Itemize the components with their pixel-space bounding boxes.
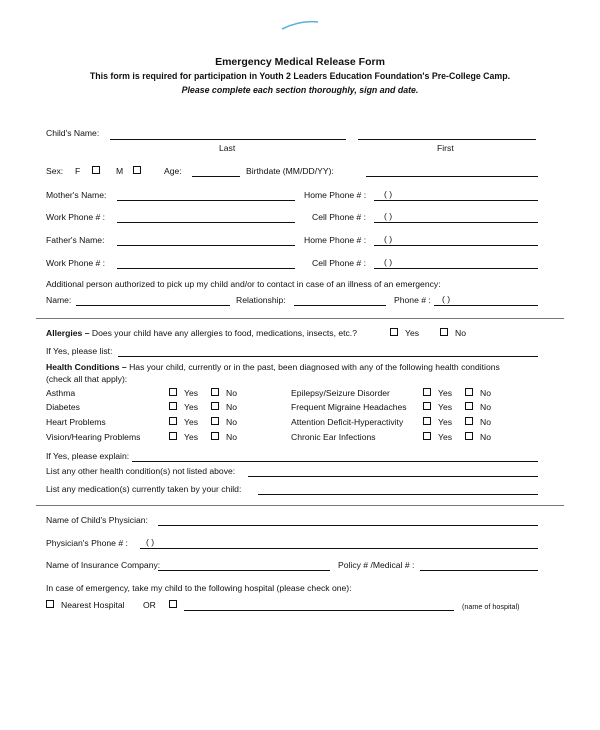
allergies-no-checkbox[interactable] xyxy=(440,328,448,336)
form-instruction: Please complete each section thoroughly, sign and date. xyxy=(181,85,419,95)
medications-label: List any medication(s) currently taken by your child: xyxy=(46,484,242,494)
health-explain-field[interactable] xyxy=(132,461,538,462)
age-field[interactable] xyxy=(192,176,240,177)
additional-name-field[interactable] xyxy=(76,305,230,306)
condition-label: Vision/Hearing Problems xyxy=(46,432,141,442)
medications-field[interactable] xyxy=(258,494,538,495)
condition-yes-label: Yes xyxy=(184,432,199,442)
condition-yes-label: Yes xyxy=(184,402,199,412)
female-checkbox[interactable] xyxy=(92,166,100,174)
childs-first-name-field[interactable] xyxy=(358,139,536,140)
condition-yes-checkbox[interactable] xyxy=(423,388,431,396)
mother-home-phone-label: Home Phone # : xyxy=(304,190,367,200)
allergies-no-label: No xyxy=(455,328,466,338)
condition-label: Heart Problems xyxy=(46,417,106,427)
health-bold-label: Health Conditions – xyxy=(46,362,127,372)
childs-last-name-field[interactable] xyxy=(110,139,346,140)
logo-swoosh-icon xyxy=(280,18,320,32)
physician-name-field[interactable] xyxy=(158,525,538,526)
condition-yes-label: Yes xyxy=(184,417,199,427)
hospital-name-field[interactable] xyxy=(184,610,454,611)
additional-phone-paren: ( ) xyxy=(442,294,451,304)
allergies-bold-label: Allergies – xyxy=(46,328,90,338)
additional-name-label: Name: xyxy=(46,295,72,305)
condition-no-checkbox[interactable] xyxy=(211,388,219,396)
physician-name-label: Name of Child's Physician: xyxy=(46,515,148,525)
condition-no-label: No xyxy=(226,432,237,442)
mothers-name-label: Mother's Name: xyxy=(46,190,107,200)
condition-no-label: No xyxy=(226,388,237,398)
male-label: M xyxy=(116,166,124,176)
father-cell-phone-paren: ( ) xyxy=(384,257,393,267)
condition-yes-checkbox[interactable] xyxy=(423,417,431,425)
condition-no-label: No xyxy=(480,402,491,412)
condition-yes-label: Yes xyxy=(438,432,453,442)
fathers-name-field[interactable] xyxy=(117,245,295,246)
birthdate-label: Birthdate (MM/DD/YY): xyxy=(246,166,334,176)
policy-label: Policy # /Medical # : xyxy=(338,560,415,570)
allergies-list-field[interactable] xyxy=(118,356,538,357)
other-conditions-field[interactable] xyxy=(248,476,538,477)
condition-no-checkbox[interactable] xyxy=(465,432,473,440)
condition-no-checkbox[interactable] xyxy=(465,388,473,396)
allergies-yes-checkbox[interactable] xyxy=(390,328,398,336)
additional-person-label: Additional person authorized to pick up my child and/or to contact in case of an illness of an emergency: xyxy=(46,279,441,289)
condition-no-label: No xyxy=(480,417,491,427)
other-conditions-label: List any other health condition(s) not listed above: xyxy=(46,466,236,476)
physician-phone-label: Physician's Phone # : xyxy=(46,538,128,548)
mother-home-phone-field[interactable] xyxy=(374,200,538,201)
insurance-label: Name of Insurance Company: xyxy=(46,560,161,570)
condition-yes-checkbox[interactable] xyxy=(423,432,431,440)
condition-no-label: No xyxy=(226,402,237,412)
mother-cell-phone-paren: ( ) xyxy=(384,211,393,221)
condition-label: Epilepsy/Seizure Disorder xyxy=(291,388,390,398)
male-checkbox[interactable] xyxy=(133,166,141,174)
condition-no-label: No xyxy=(226,417,237,427)
condition-yes-checkbox[interactable] xyxy=(169,402,177,410)
condition-yes-checkbox[interactable] xyxy=(169,417,177,425)
condition-no-label: No xyxy=(480,388,491,398)
condition-label: Asthma xyxy=(46,388,76,398)
mother-cell-phone-label: Cell Phone # : xyxy=(312,212,366,222)
condition-yes-label: Yes xyxy=(438,388,453,398)
mother-cell-phone-field[interactable] xyxy=(374,222,538,223)
condition-no-checkbox[interactable] xyxy=(211,432,219,440)
condition-yes-checkbox[interactable] xyxy=(169,432,177,440)
hospital-instruction: In case of emergency, take my child to the following hospital (please check one): xyxy=(46,583,352,593)
allergies-ifyes-label: If Yes, please list: xyxy=(46,346,113,356)
condition-yes-label: Yes xyxy=(438,402,453,412)
condition-yes-label: Yes xyxy=(184,388,199,398)
father-home-phone-paren: ( ) xyxy=(384,234,393,244)
condition-label: Diabetes xyxy=(46,402,80,412)
last-caption: Last xyxy=(219,143,236,153)
condition-label: Chronic Ear Infections xyxy=(291,432,376,442)
relationship-field[interactable] xyxy=(294,305,386,306)
additional-phone-label: Phone # : xyxy=(394,295,431,305)
insurance-field[interactable] xyxy=(158,570,330,571)
allergies-question-text: Does your child have any allergies to food, medications, insects, etc.? xyxy=(89,328,357,338)
physician-phone-field[interactable] xyxy=(140,548,538,549)
relationship-label: Relationship: xyxy=(236,295,286,305)
condition-no-checkbox[interactable] xyxy=(211,402,219,410)
condition-yes-checkbox[interactable] xyxy=(169,388,177,396)
childs-name-label: Child's Name: xyxy=(46,128,100,138)
physician-phone-paren: ( ) xyxy=(146,537,155,547)
mother-work-phone-field[interactable] xyxy=(117,222,295,223)
father-home-phone-field[interactable] xyxy=(374,245,538,246)
section-divider xyxy=(36,318,564,319)
father-home-phone-label: Home Phone # : xyxy=(304,235,367,245)
mother-home-phone-paren: ( ) xyxy=(384,189,393,199)
condition-yes-checkbox[interactable] xyxy=(423,402,431,410)
condition-yes-label: Yes xyxy=(438,417,453,427)
or-label: OR xyxy=(143,600,156,610)
form-title: Emergency Medical Release Form xyxy=(215,56,385,68)
father-work-phone-field[interactable] xyxy=(117,268,295,269)
section-divider xyxy=(36,505,564,506)
condition-no-label: No xyxy=(480,432,491,442)
name-of-hospital-caption: (name of hospital) xyxy=(462,602,520,611)
condition-no-checkbox[interactable] xyxy=(465,417,473,425)
condition-label: Attention Deficit-Hyperactivity xyxy=(291,417,404,427)
first-caption: First xyxy=(437,143,454,153)
age-label: Age: xyxy=(164,166,182,176)
form-subtitle: This form is required for participation in Youth 2 Leaders Education Foundation's Pre-College Camp. xyxy=(89,71,511,81)
condition-no-checkbox[interactable] xyxy=(211,417,219,425)
nearest-hospital-label: Nearest Hospital xyxy=(61,600,125,610)
health-ifyes-label: If Yes, please explain: xyxy=(46,451,130,461)
allergies-question xyxy=(46,328,357,339)
named-hospital-checkbox[interactable] xyxy=(169,600,177,608)
condition-label: Frequent Migraine Headaches xyxy=(291,402,407,412)
additional-phone-field[interactable] xyxy=(434,305,538,306)
condition-no-checkbox[interactable] xyxy=(465,402,473,410)
female-label: F xyxy=(75,166,81,176)
birthdate-field[interactable] xyxy=(366,176,538,177)
father-work-phone-label: Work Phone # : xyxy=(46,258,106,268)
mother-work-phone-label: Work Phone # : xyxy=(46,212,106,222)
father-cell-phone-field[interactable] xyxy=(374,268,538,269)
health-question-line2: (check all that apply): xyxy=(46,374,128,384)
policy-field[interactable] xyxy=(420,570,538,571)
nearest-hospital-checkbox[interactable] xyxy=(46,600,54,608)
health-question xyxy=(46,362,500,373)
sex-label: Sex: xyxy=(46,166,64,176)
fathers-name-label: Father's Name: xyxy=(46,235,105,245)
mothers-name-field[interactable] xyxy=(117,200,295,201)
health-question-text: Has your child, currently or in the past, been diagnosed with any of the following health conditions xyxy=(126,362,500,372)
father-cell-phone-label: Cell Phone # : xyxy=(312,258,366,268)
allergies-yes-label: Yes xyxy=(405,328,420,338)
